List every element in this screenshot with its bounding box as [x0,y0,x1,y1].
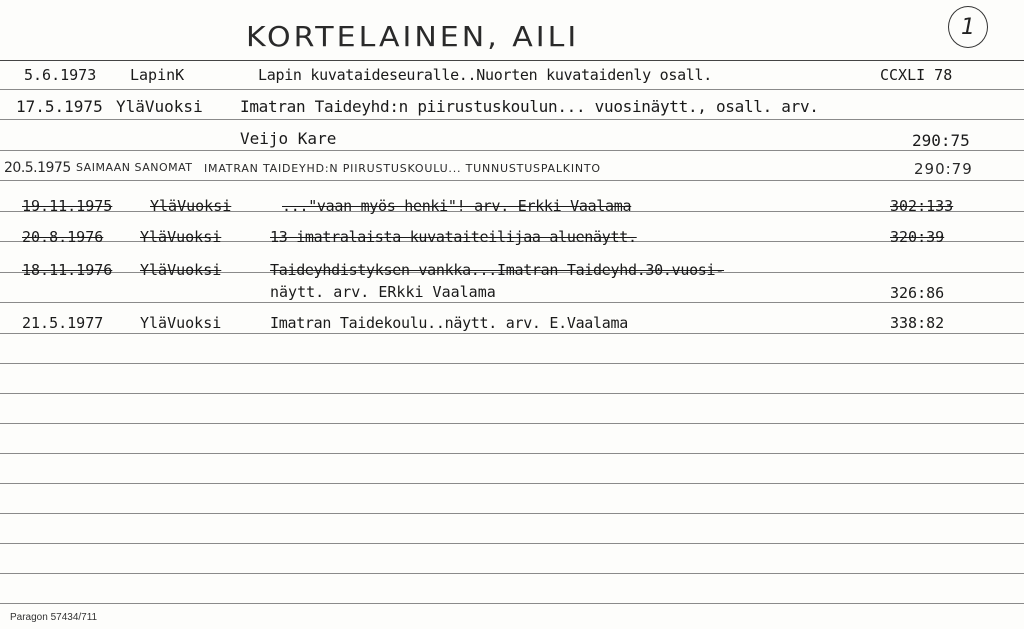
entry-text: Imatran Taideyhd:n piirustuskoulun... vuosinäytt., osall. arv. [240,97,819,116]
ruled-line [0,453,1024,454]
entry-source: YläVuoksi [116,97,203,116]
entry-ref: 338:82 [890,314,945,332]
entry-text: Imatran Taidekoulu..näytt. arv. E.Vaalama [270,314,628,332]
entry-date: 21.5.1977 [22,314,104,332]
entry-source: YläVuoksi [140,261,222,279]
ruled-line [0,363,1024,364]
ruled-line [0,150,1024,151]
entry-text: Lapin kuvataideseuralle..Nuorten kuvataidenly osall. [258,66,713,84]
entry-text-handwritten: IMATRAN TAIDEYHD:N PIIRUSTUSKOULU... TUNNUSTUSPALKINTO [204,162,601,175]
entry-text-continued: näytt. arv. ERkki Vaalama [270,283,496,301]
header-rule [0,60,1024,61]
entry-date: 20.8.1976 [22,228,104,246]
ruled-line [0,89,1024,90]
entry-source-handwritten: SAIMAAN SANOMAT [76,161,193,174]
entry-ref: 302:133 [890,197,954,215]
entry-ref: 290:75 [912,131,970,150]
entry-ref: CCXLI 78 [880,66,953,84]
ruled-line [0,483,1024,484]
entry-date: 19.11.1975 [22,197,113,215]
ruled-line [0,302,1024,303]
card-name-heading: KORTELAINEN, AILI [246,21,580,54]
ruled-line [0,423,1024,424]
ruled-line [0,603,1024,604]
card-number-badge [948,6,988,48]
entry-text-continued: Veijo Kare [240,129,337,148]
card-footer-printer-mark: Paragon 57434/711 [10,612,98,623]
ruled-line [0,513,1024,514]
entry-ref: 326:86 [890,284,945,302]
ruled-line [0,573,1024,574]
entry-text: ..."vaan myös henki"! arv. Erkki Vaalama [282,197,632,215]
entry-text: Taideyhdistyksen vankka...Imatran Taideyhd.30.vuosi- [270,261,725,279]
entry-ref: 320:39 [890,228,945,246]
entry-date: 5.6.1973 [24,66,97,84]
ruled-line [0,333,1024,334]
entry-text: 13 imatralaista kuvataiteilijaa aluenäytt. [270,228,637,246]
entry-date-handwritten: 20.5.1975 [4,160,71,176]
ruled-line [0,180,1024,181]
card-number: 1 [961,14,975,40]
entry-source: YläVuoksi [140,314,222,332]
ruled-line [0,393,1024,394]
entry-source: YläVuoksi [150,197,232,215]
entry-source: YläVuoksi [140,228,222,246]
ruled-line [0,543,1024,544]
entry-ref-handwritten: 290:79 [914,160,973,178]
entry-source: LapinK [130,66,185,84]
ruled-line [0,119,1024,120]
entry-date: 17.5.1975 [16,97,103,116]
entry-date: 18.11.1976 [22,261,113,279]
